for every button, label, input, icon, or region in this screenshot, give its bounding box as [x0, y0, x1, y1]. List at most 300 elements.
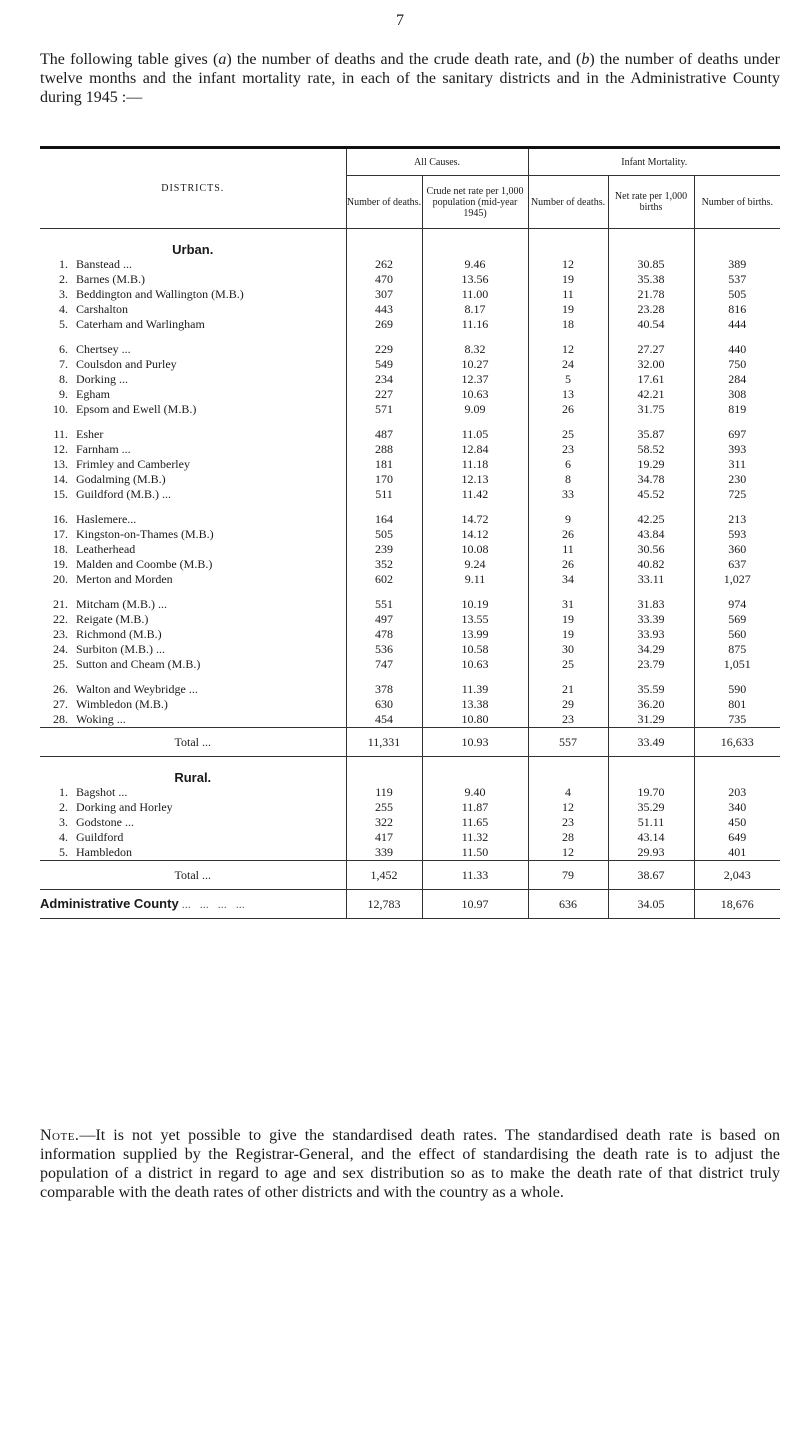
- district-number: 24.: [53, 642, 68, 656]
- cell-deaths: 549: [346, 357, 422, 372]
- table-row: [40, 527, 780, 542]
- district-name: Epsom and Ewell (M.B.): [76, 402, 197, 416]
- district-number: 7.: [59, 357, 68, 371]
- table-row: [40, 800, 780, 815]
- district-name: Richmond (M.B.): [76, 627, 162, 641]
- district-number: 12.: [53, 442, 68, 456]
- cell-births: 1,027: [694, 572, 780, 587]
- cell-inf-deaths: 31: [528, 597, 608, 612]
- district-name: Sutton and Cheam (M.B.): [76, 657, 201, 671]
- cell-deaths: 181: [346, 457, 422, 472]
- district-number: 5.: [59, 845, 68, 859]
- admin-county-deaths: 12,783: [346, 890, 422, 919]
- cell-rate: 11.42: [422, 487, 528, 502]
- cell-deaths: 505: [346, 527, 422, 542]
- cell-births: 816: [694, 302, 780, 317]
- cell-births: 340: [694, 800, 780, 815]
- table-row: [40, 785, 780, 800]
- cell-births: 637: [694, 557, 780, 572]
- cell-deaths: 497: [346, 612, 422, 627]
- cell-rate: 11.18: [422, 457, 528, 472]
- district-number: 27.: [53, 697, 68, 711]
- district-number: 3.: [59, 815, 68, 829]
- district-name: Haslemere...: [76, 512, 137, 526]
- cell-inf-rate: 43.14: [608, 830, 694, 845]
- district-name: Reigate (M.B.): [76, 612, 149, 626]
- cell-rate: 10.63: [422, 657, 528, 672]
- cell-rate: 10.80: [422, 712, 528, 728]
- cell-births: 593: [694, 527, 780, 542]
- cell-inf-deaths: 13: [528, 387, 608, 402]
- cell-inf-rate: 35.59: [608, 682, 694, 697]
- district-number: 9.: [59, 387, 68, 401]
- cell-rate: 13.38: [422, 697, 528, 712]
- district-number: 4.: [59, 830, 68, 844]
- cell-rate: 13.99: [422, 627, 528, 642]
- urban-total-rate: 10.93: [422, 728, 528, 757]
- district-number: 2.: [59, 272, 68, 286]
- cell-inf-rate: 17.61: [608, 372, 694, 387]
- rural-total-infant-rate: 38.67: [608, 861, 694, 890]
- district-number: 1.: [59, 257, 68, 271]
- cell-births: 203: [694, 785, 780, 800]
- cell-inf-deaths: 25: [528, 427, 608, 442]
- cell-deaths: 454: [346, 712, 422, 728]
- cell-rate: 12.84: [422, 442, 528, 457]
- cell-deaths: 602: [346, 572, 422, 587]
- table-row: [40, 712, 780, 728]
- table-row: [40, 287, 780, 302]
- cell-inf-rate: 33.11: [608, 572, 694, 587]
- cell-rate: 14.12: [422, 527, 528, 542]
- urban-section: [40, 229, 780, 728]
- cell-inf-deaths: 25: [528, 657, 608, 672]
- rural-total-births: 2,043: [694, 861, 780, 890]
- district-number: 26.: [53, 682, 68, 696]
- cell-inf-deaths: 4: [528, 785, 608, 800]
- district-name: Malden and Coombe (M.B.): [76, 557, 213, 571]
- cell-inf-deaths: 19: [528, 627, 608, 642]
- cell-rate: 9.40: [422, 785, 528, 800]
- cell-births: 875: [694, 642, 780, 657]
- table-row: [40, 542, 780, 557]
- table-row: [40, 597, 780, 612]
- cell-inf-deaths: 26: [528, 527, 608, 542]
- cell-deaths: 307: [346, 287, 422, 302]
- district-number: 2.: [59, 800, 68, 814]
- cell-inf-rate: 33.93: [608, 627, 694, 642]
- infant-mortality-header: Infant Mortality.: [528, 148, 780, 176]
- table-row: [40, 657, 780, 672]
- district-cell: [40, 272, 346, 287]
- district-cell: [40, 357, 346, 372]
- cell-inf-rate: 36.20: [608, 697, 694, 712]
- cell-deaths: 269: [346, 317, 422, 332]
- intro-text-3: ) the number of deaths under twelve months and the infant mortality rate, in each of the sanitary districts and in the Administrative County during 1945 :—: [40, 51, 781, 106]
- cell-births: 801: [694, 697, 780, 712]
- cell-deaths: 443: [346, 302, 422, 317]
- district-number: 25.: [53, 657, 68, 671]
- cell-births: 393: [694, 442, 780, 457]
- table-row: [40, 372, 780, 387]
- district-cell: [40, 427, 346, 442]
- district-cell: [40, 642, 346, 657]
- cell-rate: 10.63: [422, 387, 528, 402]
- district-cell: [40, 402, 346, 417]
- district-cell: [40, 442, 346, 457]
- cell-births: 444: [694, 317, 780, 332]
- district-number: 21.: [53, 597, 68, 611]
- district-number: 13.: [53, 457, 68, 471]
- table-row: [40, 682, 780, 697]
- cell-inf-rate: 34.78: [608, 472, 694, 487]
- district-cell: [40, 302, 346, 317]
- cell-rate: 8.32: [422, 342, 528, 357]
- note-paragraph: [40, 1126, 780, 1202]
- cell-inf-rate: 27.27: [608, 342, 694, 357]
- cell-rate: 10.19: [422, 597, 528, 612]
- district-name: Barnes (M.B.): [76, 272, 145, 286]
- cell-inf-deaths: 9: [528, 512, 608, 527]
- cell-inf-deaths: 23: [528, 815, 608, 830]
- cell-inf-rate: 23.79: [608, 657, 694, 672]
- district-number: 8.: [59, 372, 68, 386]
- cell-births: 311: [694, 457, 780, 472]
- table-row: [40, 557, 780, 572]
- cell-deaths: 262: [346, 257, 422, 272]
- cell-rate: 10.27: [422, 357, 528, 372]
- district-name: Beddington and Wallington (M.B.): [76, 287, 244, 301]
- table-row: [40, 612, 780, 627]
- cell-births: 450: [694, 815, 780, 830]
- district-number: 4.: [59, 302, 68, 316]
- district-cell: [40, 487, 346, 502]
- cell-inf-deaths: 19: [528, 302, 608, 317]
- cell-inf-rate: 31.75: [608, 402, 694, 417]
- rural-section: [40, 757, 780, 861]
- district-cell: [40, 387, 346, 402]
- cell-births: 284: [694, 372, 780, 387]
- table-row: [40, 487, 780, 502]
- district-number: 15.: [53, 487, 68, 501]
- table-row: [40, 272, 780, 287]
- district-cell: [40, 557, 346, 572]
- cell-births: 389: [694, 257, 780, 272]
- cell-inf-rate: 31.29: [608, 712, 694, 728]
- district-name: Surbiton (M.B.) ...: [76, 642, 166, 656]
- district-cell: [40, 627, 346, 642]
- urban-total-section: [40, 728, 780, 757]
- cell-rate: 13.56: [422, 272, 528, 287]
- district-name: Mitcham (M.B.) ...: [76, 597, 167, 611]
- cell-rate: 11.05: [422, 427, 528, 442]
- table-row: [40, 457, 780, 472]
- district-name: Farnham ...: [76, 442, 131, 456]
- cell-inf-deaths: 19: [528, 612, 608, 627]
- table-row: [40, 572, 780, 587]
- cell-inf-deaths: 29: [528, 697, 608, 712]
- cell-deaths: 164: [346, 512, 422, 527]
- cell-deaths: 234: [346, 372, 422, 387]
- cell-inf-deaths: 26: [528, 402, 608, 417]
- cell-inf-rate: 35.87: [608, 427, 694, 442]
- cell-inf-deaths: 28: [528, 830, 608, 845]
- table-row: [40, 427, 780, 442]
- cell-births: 560: [694, 627, 780, 642]
- note-text: —It is not yet possible to give the standardised death rates. The standardised death rate is based on information supplied by the Registrar-General, and the effect of standardising the death rate is to adjust the population of a district in regard to age and sex distribution so as to make the death rate of that district truly comparable with the death rates of other districts and with the country as a whole.: [40, 1127, 780, 1201]
- net-rate-column-header: Net rate per 1,000 births: [608, 176, 694, 229]
- cell-deaths: 339: [346, 845, 422, 861]
- district-number: 28.: [53, 712, 68, 726]
- district-cell: [40, 372, 346, 387]
- cell-births: 360: [694, 542, 780, 557]
- cell-inf-deaths: 19: [528, 272, 608, 287]
- district-cell: [40, 287, 346, 302]
- table-row: [40, 402, 780, 417]
- district-cell: [40, 257, 346, 272]
- table-row: [40, 317, 780, 332]
- mortality-table-wrapper: [40, 146, 780, 919]
- cell-rate: 9.09: [422, 402, 528, 417]
- district-number: 10.: [53, 402, 68, 416]
- urban-section-title: Urban.: [172, 242, 214, 257]
- urban-total-row: [40, 728, 780, 757]
- district-name: Egham: [76, 387, 110, 401]
- cell-deaths: 119: [346, 785, 422, 800]
- cell-inf-rate: 34.29: [608, 642, 694, 657]
- district-name: Godstone ...: [76, 815, 134, 829]
- cell-deaths: 551: [346, 597, 422, 612]
- cell-births: 1,051: [694, 657, 780, 672]
- cell-inf-rate: 30.85: [608, 257, 694, 272]
- table-row: [40, 387, 780, 402]
- district-name: Banstead ...: [76, 257, 132, 271]
- page-number: 7: [396, 12, 404, 29]
- cell-deaths: 417: [346, 830, 422, 845]
- district-cell: [40, 815, 346, 830]
- table-row: [40, 357, 780, 372]
- cell-births: 537: [694, 272, 780, 287]
- intro-item-b: b: [581, 51, 590, 68]
- rural-total-infant-deaths: 79: [528, 861, 608, 890]
- infant-deaths-column-header: Number of deaths.: [528, 176, 608, 229]
- cell-deaths: 536: [346, 642, 422, 657]
- district-name: Dorking ...: [76, 372, 128, 386]
- district-name: Frimley and Camberley: [76, 457, 190, 471]
- cell-rate: 9.11: [422, 572, 528, 587]
- district-cell: [40, 472, 346, 487]
- cell-births: 440: [694, 342, 780, 357]
- district-number: 18.: [53, 542, 68, 556]
- cell-deaths: 352: [346, 557, 422, 572]
- cell-inf-rate: 21.78: [608, 287, 694, 302]
- cell-inf-deaths: 30: [528, 642, 608, 657]
- table-row: [40, 642, 780, 657]
- district-cell: [40, 697, 346, 712]
- table-row: [40, 442, 780, 457]
- cell-births: 649: [694, 830, 780, 845]
- urban-total-infant-rate: 33.49: [608, 728, 694, 757]
- district-name: Leatherhead: [76, 542, 136, 556]
- cell-births: 505: [694, 287, 780, 302]
- district-name: Guildford: [76, 830, 124, 844]
- cell-rate: 14.72: [422, 512, 528, 527]
- district-name: Bagshot ...: [76, 785, 128, 799]
- cell-births: 735: [694, 712, 780, 728]
- cell-rate: 9.24: [422, 557, 528, 572]
- admin-county-infant-deaths: 636: [528, 890, 608, 919]
- district-name: Godalming (M.B.): [76, 472, 166, 486]
- district-cell: [40, 317, 346, 332]
- district-name: Dorking and Horley: [76, 800, 173, 814]
- table-row: [40, 830, 780, 845]
- intro-text-2: ) the number of deaths and the crude death rate, and (: [226, 51, 582, 68]
- table-row: [40, 815, 780, 830]
- district-cell: [40, 830, 346, 845]
- rural-total-label: Total ...: [174, 867, 211, 882]
- intro-item-a: a: [218, 51, 227, 68]
- cell-births: 725: [694, 487, 780, 502]
- district-number: 22.: [53, 612, 68, 626]
- admin-county-row: Administrative County ... ... ... ... 12,783 10.97 636 34.05 18,676: [40, 890, 780, 919]
- cell-deaths: 571: [346, 402, 422, 417]
- cell-inf-rate: 58.52: [608, 442, 694, 457]
- table-row: [40, 472, 780, 487]
- cell-inf-rate: 32.00: [608, 357, 694, 372]
- urban-total-births: 16,633: [694, 728, 780, 757]
- all-causes-header: All Causes.: [346, 148, 528, 176]
- table-row: [40, 627, 780, 642]
- cell-rate: 8.17: [422, 302, 528, 317]
- cell-rate: 11.16: [422, 317, 528, 332]
- cell-inf-deaths: 12: [528, 257, 608, 272]
- rural-total-section: [40, 861, 780, 919]
- cell-inf-deaths: 12: [528, 800, 608, 815]
- cell-deaths: 478: [346, 627, 422, 642]
- cell-deaths: 511: [346, 487, 422, 502]
- deaths-column-header: Number of deaths.: [346, 176, 422, 229]
- cell-births: 590: [694, 682, 780, 697]
- table-row: [40, 512, 780, 527]
- cell-rate: 12.13: [422, 472, 528, 487]
- cell-inf-rate: 19.70: [608, 785, 694, 800]
- cell-births: 401: [694, 845, 780, 861]
- district-number: 1.: [59, 785, 68, 799]
- district-cell: [40, 785, 346, 800]
- cell-deaths: 470: [346, 272, 422, 287]
- district-number: 6.: [59, 342, 68, 356]
- cell-inf-deaths: 12: [528, 342, 608, 357]
- cell-inf-deaths: 6: [528, 457, 608, 472]
- district-cell: [40, 572, 346, 587]
- district-name: Walton and Weybridge ...: [76, 682, 198, 696]
- cell-inf-deaths: 24: [528, 357, 608, 372]
- crude-rate-column-header: Crude net rate per 1,000 population (mid-year 1945): [422, 176, 528, 229]
- cell-inf-deaths: 11: [528, 287, 608, 302]
- cell-inf-rate: 23.28: [608, 302, 694, 317]
- rural-total-row: [40, 861, 780, 890]
- rural-section-title: Rural.: [174, 770, 212, 785]
- cell-inf-deaths: 23: [528, 442, 608, 457]
- cell-deaths: 322: [346, 815, 422, 830]
- district-cell: [40, 457, 346, 472]
- cell-rate: 10.08: [422, 542, 528, 557]
- cell-rate: 12.37: [422, 372, 528, 387]
- urban-total-deaths: 11,331: [346, 728, 422, 757]
- table-row: [40, 257, 780, 272]
- district-name: Guildford (M.B.) ...: [76, 487, 171, 501]
- cell-deaths: 239: [346, 542, 422, 557]
- cell-births: 308: [694, 387, 780, 402]
- cell-deaths: 378: [346, 682, 422, 697]
- cell-rate: 11.32: [422, 830, 528, 845]
- district-cell: [40, 542, 346, 557]
- cell-inf-deaths: 34: [528, 572, 608, 587]
- cell-births: 569: [694, 612, 780, 627]
- district-cell: [40, 512, 346, 527]
- cell-inf-deaths: 21: [528, 682, 608, 697]
- district-number: 14.: [53, 472, 68, 486]
- cell-rate: 13.55: [422, 612, 528, 627]
- district-name: Kingston-on-Thames (M.B.): [76, 527, 214, 541]
- cell-inf-rate: 33.39: [608, 612, 694, 627]
- district-name: Woking ...: [76, 712, 126, 726]
- district-number: 19.: [53, 557, 68, 571]
- district-cell: [40, 800, 346, 815]
- districts-header: DISTRICTS.: [40, 148, 346, 229]
- cell-rate: 9.46: [422, 257, 528, 272]
- district-cell: [40, 342, 346, 357]
- district-name: Carshalton: [76, 302, 128, 316]
- cell-inf-rate: 29.93: [608, 845, 694, 861]
- urban-total-label: Total ...: [174, 734, 211, 749]
- district-name: Wimbledon (M.B.): [76, 697, 168, 711]
- cell-births: 213: [694, 512, 780, 527]
- cell-deaths: 487: [346, 427, 422, 442]
- cell-births: 697: [694, 427, 780, 442]
- cell-rate: 11.39: [422, 682, 528, 697]
- district-name: Esher: [76, 427, 104, 441]
- cell-deaths: 227: [346, 387, 422, 402]
- cell-inf-deaths: 23: [528, 712, 608, 728]
- note-label: Note.: [40, 1127, 80, 1144]
- district-number: 20.: [53, 572, 68, 586]
- cell-deaths: 255: [346, 800, 422, 815]
- cell-deaths: 170: [346, 472, 422, 487]
- rural-total-deaths: 1,452: [346, 861, 422, 890]
- cell-inf-deaths: 12: [528, 845, 608, 861]
- admin-county-rate: 10.97: [422, 890, 528, 919]
- district-number: 5.: [59, 317, 68, 331]
- cell-births: 230: [694, 472, 780, 487]
- intro-paragraph: [40, 50, 780, 107]
- district-name: Hambledon: [76, 845, 132, 859]
- cell-inf-rate: 45.52: [608, 487, 694, 502]
- rural-total-rate: 11.33: [422, 861, 528, 890]
- district-cell: [40, 657, 346, 672]
- district-cell: [40, 527, 346, 542]
- district-number: 17.: [53, 527, 68, 541]
- district-name: Coulsdon and Purley: [76, 357, 177, 371]
- cell-deaths: 630: [346, 697, 422, 712]
- cell-inf-deaths: 26: [528, 557, 608, 572]
- cell-inf-rate: 19.29: [608, 457, 694, 472]
- cell-inf-rate: 31.83: [608, 597, 694, 612]
- cell-inf-rate: 35.29: [608, 800, 694, 815]
- table-row: [40, 302, 780, 317]
- table-row: [40, 342, 780, 357]
- cell-inf-rate: 40.54: [608, 317, 694, 332]
